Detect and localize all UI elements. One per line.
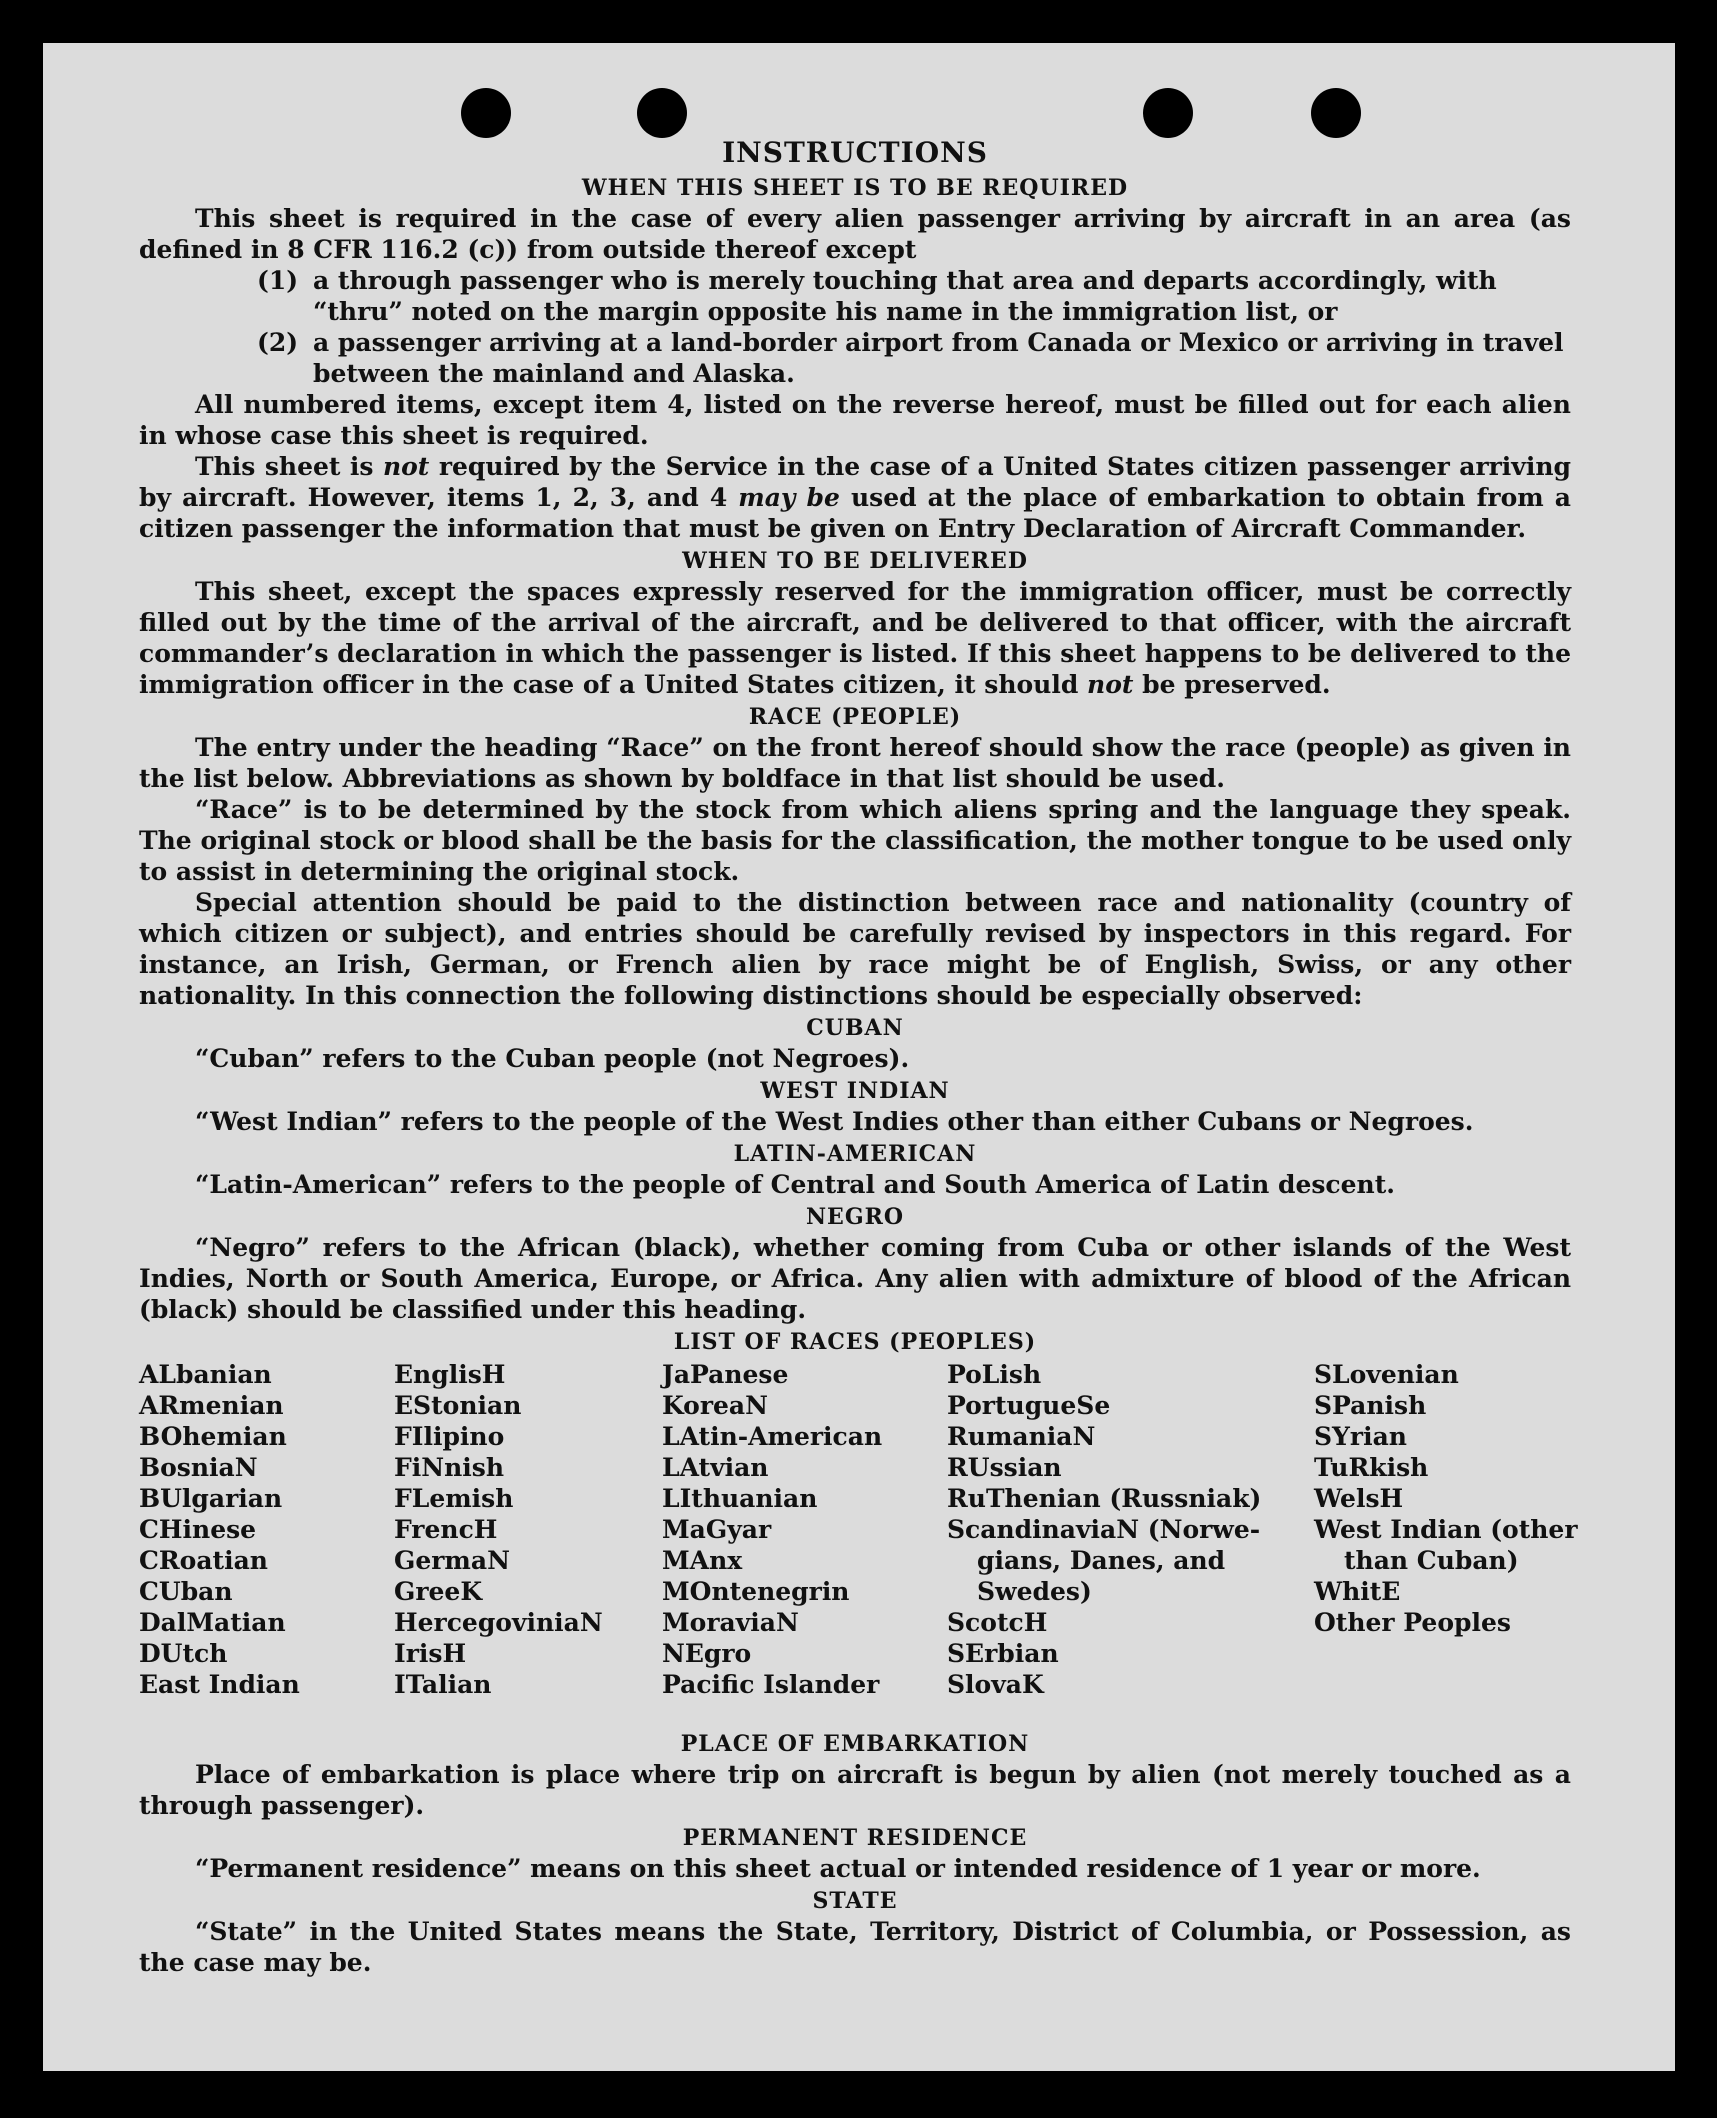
section-heading: NEGRO — [805, 1204, 905, 1230]
race-entry: DUtch — [139, 1639, 228, 1668]
race-entry: EnglisH — [394, 1360, 506, 1389]
race-entry: ARmenian — [139, 1391, 284, 1420]
races-column — [1314, 1359, 1578, 1638]
race-entry: PortugueSe — [947, 1391, 1111, 1420]
race-entry: SLovenian — [1314, 1360, 1459, 1389]
race-entry: East Indian — [139, 1670, 300, 1699]
races-list — [139, 1359, 1578, 1727]
race-entry: NEgro — [662, 1639, 752, 1668]
race-entry: MAnx — [662, 1546, 743, 1575]
race-entry: TuRkish — [1314, 1453, 1429, 1482]
italic-text: not — [382, 452, 430, 481]
paragraph: “West Indian” refers to the people of the West Indies other than either Cubans or Negroes. — [195, 1107, 1474, 1136]
race-entry: BOhemian — [139, 1422, 287, 1451]
section-heading: CUBAN — [806, 1015, 904, 1041]
race-entry: PoLish — [947, 1360, 1042, 1389]
section-heading: PERMANENT RESIDENCE — [682, 1825, 1028, 1851]
race-entry: gians, Danes, and — [977, 1546, 1226, 1575]
race-entry: LAtin-American — [662, 1422, 883, 1451]
race-entry: MaGyar — [662, 1515, 772, 1544]
races-column — [947, 1359, 1261, 1700]
race-entry: KoreaN — [662, 1391, 768, 1420]
race-entry: WhitE — [1314, 1577, 1401, 1606]
text-run: This sheet is — [195, 452, 383, 481]
race-entry: Swedes) — [977, 1577, 1092, 1606]
paragraph: “Cuban” refers to the Cuban people (not Negroes). — [195, 1044, 910, 1073]
race-entry: GermaN — [394, 1546, 510, 1575]
race-entry: Other Peoples — [1314, 1608, 1511, 1637]
race-entry: RuThenian (Russniak) — [947, 1484, 1262, 1513]
instructions-content — [139, 135, 1578, 1978]
text-run: be preserved. — [1133, 670, 1331, 699]
race-entry: ScandinaviaN (Norwe- — [947, 1515, 1261, 1544]
section-heading: WEST INDIAN — [760, 1078, 950, 1104]
paragraph: “Latin-American” refers to the people of Central and South America of Latin descent. — [195, 1170, 1395, 1199]
punch-hole — [637, 88, 687, 138]
race-entry: GreeK — [394, 1577, 483, 1606]
item-number: (2) — [257, 328, 299, 357]
race-entry: LIthuanian — [662, 1484, 818, 1513]
race-entry: FrencH — [394, 1515, 498, 1544]
paragraph: “Permanent residence” means on this sheet actual or intended residence of 1 year or more. — [195, 1854, 1481, 1883]
paragraph — [139, 576, 1571, 700]
races-column — [662, 1359, 882, 1700]
text-run: required by the Service in the case of a United States citizen passenger arriving by aircraft. However, items 1, 2, 3, and 4 — [139, 452, 1571, 512]
section-heading: WHEN TO BE DELIVERED — [682, 548, 1028, 574]
item-text: a through passenger who is merely touching that area and departs accordingly, with “thru” noted on the margin opposite his name in the immigration list, or — [313, 266, 1497, 326]
race-entry: LAtvian — [662, 1453, 769, 1482]
italic-text: not — [1087, 670, 1134, 699]
race-entry: RUssian — [947, 1453, 1062, 1482]
races-column — [139, 1359, 300, 1700]
race-entry: JaPanese — [662, 1360, 789, 1389]
section-heading: STATE — [812, 1888, 898, 1914]
item-text: a passenger arriving at a land-border airport from Canada or Mexico or arriving in travel between the mainland and Alaska. — [313, 328, 1564, 388]
document-sheet — [43, 43, 1675, 2071]
race-entry: MoraviaN — [662, 1608, 799, 1637]
race-entry: WelsH — [1314, 1484, 1404, 1513]
race-entry: DalMatian — [139, 1608, 286, 1637]
race-entry: than Cuban) — [1344, 1546, 1519, 1575]
race-entry: Pacific Islander — [662, 1670, 880, 1699]
race-entry: FLemish — [394, 1484, 514, 1513]
paragraph: “Race” is to be determined by the stock from which aliens spring and the language they speak. The original stock or blood shall be the basis for the classification, the mother tongue to be used only to assist in determining the original stock. — [139, 795, 1571, 886]
section-heading: LATIN-AMERICAN — [733, 1141, 977, 1167]
race-entry: BUlgarian — [139, 1484, 283, 1513]
section-heading: PLACE OF EMBARKATION — [680, 1731, 1030, 1757]
race-entry: West Indian (other — [1314, 1515, 1578, 1544]
race-entry: HercegoviniaN — [394, 1608, 603, 1637]
paragraph: Place of embarkation is place where trip on aircraft is begun by alien (not merely touched as a through passenger). — [139, 1760, 1571, 1820]
race-entry: CRoatian — [139, 1546, 268, 1575]
paragraph: “State” in the United States means the State, Territory, District of Columbia, or Possession, as the case may be. — [139, 1917, 1571, 1977]
italic-text: may be — [738, 483, 840, 512]
paragraph: Special attention should be paid to the distinction between race and nationality (country of which citizen or subject), and entries should be carefully revised by inspectors in this regard. For instance, an Irish, German, or French alien by race might be of English, Swiss, or any other nationality. In this connection the following distinctions should be especially observed: — [139, 888, 1571, 1010]
race-entry: CUban — [139, 1577, 233, 1606]
text-run: This sheet, except the spaces expressly reserved for the immigration officer, must be correctly filled out by the time of the arrival of the aircraft, and be delivered to that officer, with the aircraft commander’s declaration in which the passenger is listed. If this sheet happens to be delivered to the immigration officer in the case of a United States citizen, it should — [139, 577, 1571, 699]
paragraph: All numbered items, except item 4, listed on the reverse hereof, must be filled out for each alien in whose case this sheet is required. — [139, 390, 1571, 450]
race-entry: MOntenegrin — [662, 1577, 850, 1606]
race-entry: SlovaK — [947, 1670, 1044, 1699]
paragraph: This sheet is required in the case of every alien passenger arriving by aircraft in an area (as defined in 8 CFR 116.2 (c)) from outside thereof except — [139, 204, 1571, 264]
race-entry: IrisH — [394, 1639, 467, 1668]
race-entry: RumaniaN — [947, 1422, 1096, 1451]
race-entry: SYrian — [1314, 1422, 1407, 1451]
paragraph: The entry under the heading “Race” on the front hereof should show the race (people) as given in the list below. Abbreviations as shown by boldface in that list should be used. — [139, 733, 1571, 793]
race-entry: EStonian — [394, 1391, 522, 1420]
section-heading: LIST OF RACES (PEOPLES) — [673, 1329, 1037, 1355]
punch-hole — [461, 88, 511, 138]
race-entry: SPanish — [1314, 1391, 1427, 1420]
numbered-item — [139, 265, 1571, 327]
races-column — [394, 1359, 603, 1700]
race-entry: SErbian — [947, 1639, 1059, 1668]
text-run: used at the place of embarkation to obtain from a citizen passenger the information that must be given on Entry Declaration of Aircraft Commander. — [139, 483, 1571, 543]
paragraph: “Negro” refers to the African (black), whether coming from Cuba or other islands of the West Indies, North or South America, Europe, or Africa. Any alien with admixture of blood of the African (black) should be classified under this heading. — [139, 1233, 1571, 1324]
race-entry: BosniaN — [139, 1453, 258, 1482]
punch-hole — [1311, 88, 1361, 138]
item-number: (1) — [257, 266, 299, 295]
page-title: INSTRUCTIONS — [722, 136, 988, 169]
race-entry: FIlipino — [394, 1422, 505, 1451]
numbered-item — [139, 327, 1571, 389]
race-entry: FiNnish — [394, 1453, 505, 1482]
section-heading: WHEN THIS SHEET IS TO BE REQUIRED — [581, 175, 1129, 201]
race-entry: ALbanian — [139, 1360, 272, 1389]
race-entry: CHinese — [139, 1515, 257, 1544]
punch-hole — [1143, 88, 1193, 138]
race-entry: ITalian — [394, 1670, 492, 1699]
race-entry: ScotcH — [947, 1608, 1048, 1637]
section-heading: RACE (PEOPLE) — [748, 704, 962, 730]
paragraph — [139, 451, 1571, 544]
